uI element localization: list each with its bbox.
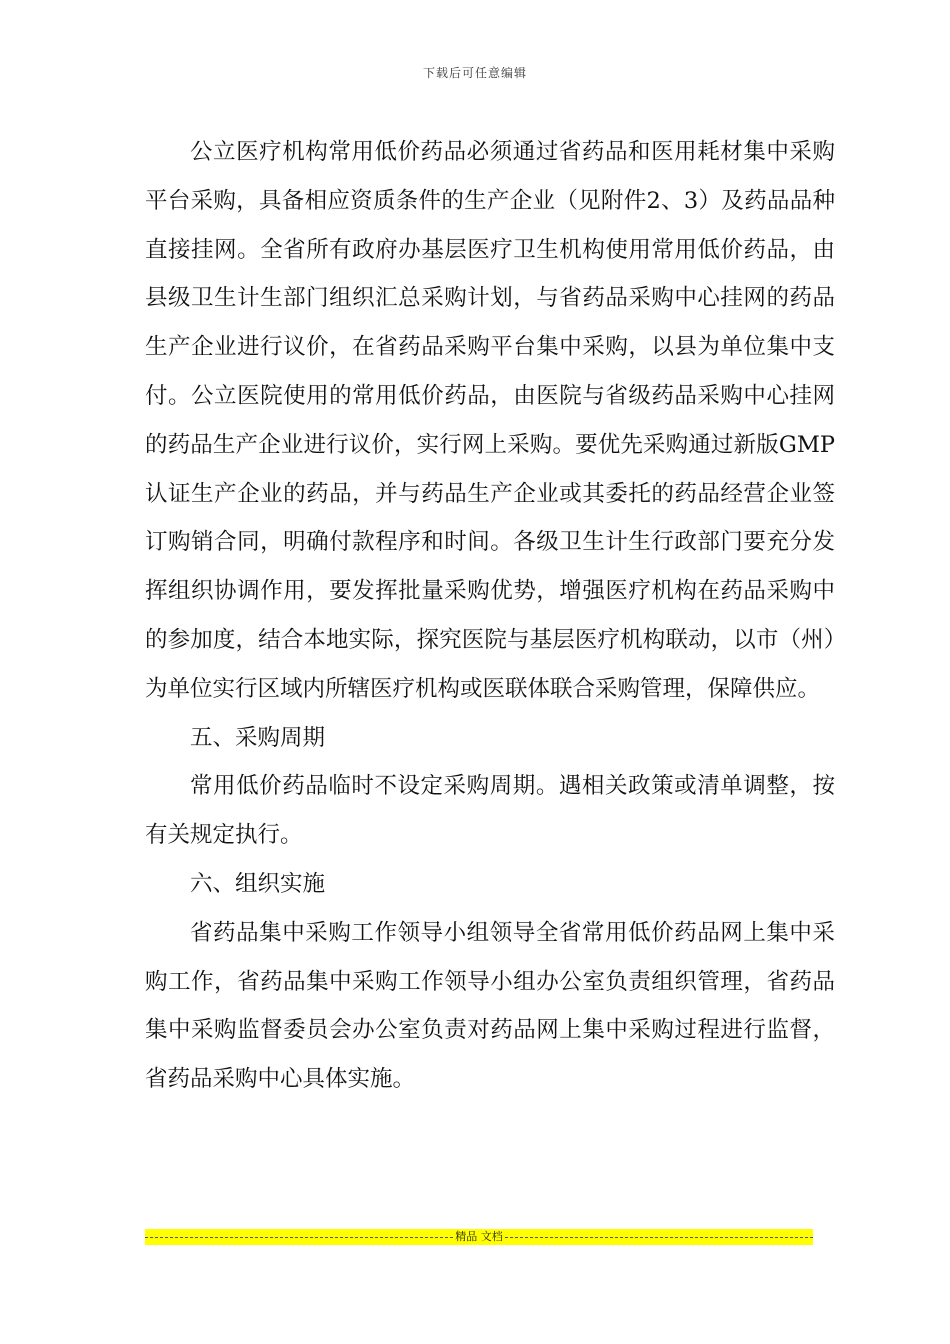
paragraph-procurement-method: 公立医疗机构常用低价药品必须通过省药品和医用耗材集中采购平台采购，具备相应资质条件的生产企业（见附件2、3）及药品品种直接挂网。全省所有政府办基层医疗卫生机构使用常用低价药品，由县级卫生计生部门组织汇总采购计划，与省药品采购中心挂网的药品生产企业进行议价，在省药品采购平台集中采购，以县为单位集中支付。公立医院使用的常用低价药品，由医院与省级药品采购中心挂网的药品生产企业进行议价，实行网上采购。要优先采购通过新版GMP认证生产企业的药品，并与药品生产企业或其委托的药品经营企业签订购销合同，明确付款程序和时间。各级卫生计生行政部门要充分发挥组织协调作用，要发挥批量采购优势，增强医疗机构在药品采购中的参加度，结合本地实际，探究医院与基层医疗机构联动，以市（州）为单位实行区域内所辖医疗机构或医联体联合采购管理，保障供应。 [145,139,835,702]
page-header: 下载后可任意编辑 [422,66,527,80]
footer-label: 精品 文档 [455,1230,503,1243]
section-heading-procurement-cycle: 五、采购周期 [190,724,326,751]
footer-banner [145,1229,813,1245]
document-body [145,128,835,1104]
paragraph-organization: 省药品集中采购工作领导小组领导全省常用低价药品网上集中采购工作，省药品集中采购工作领导小组办公室负责组织管理，省药品集中采购监督委员会办公室负责对药品网上集中采购过程进行监督，省药品采购中心具体实施。 [145,919,835,1093]
paragraph-procurement-cycle: 常用低价药品临时不设定采购周期。遇相关政策或清单调整，按有关规定执行。 [145,773,835,849]
footer-dashes-right [505,1229,813,1245]
footer-dashes-left [145,1229,453,1245]
section-heading-organization: 六、组织实施 [190,870,326,897]
